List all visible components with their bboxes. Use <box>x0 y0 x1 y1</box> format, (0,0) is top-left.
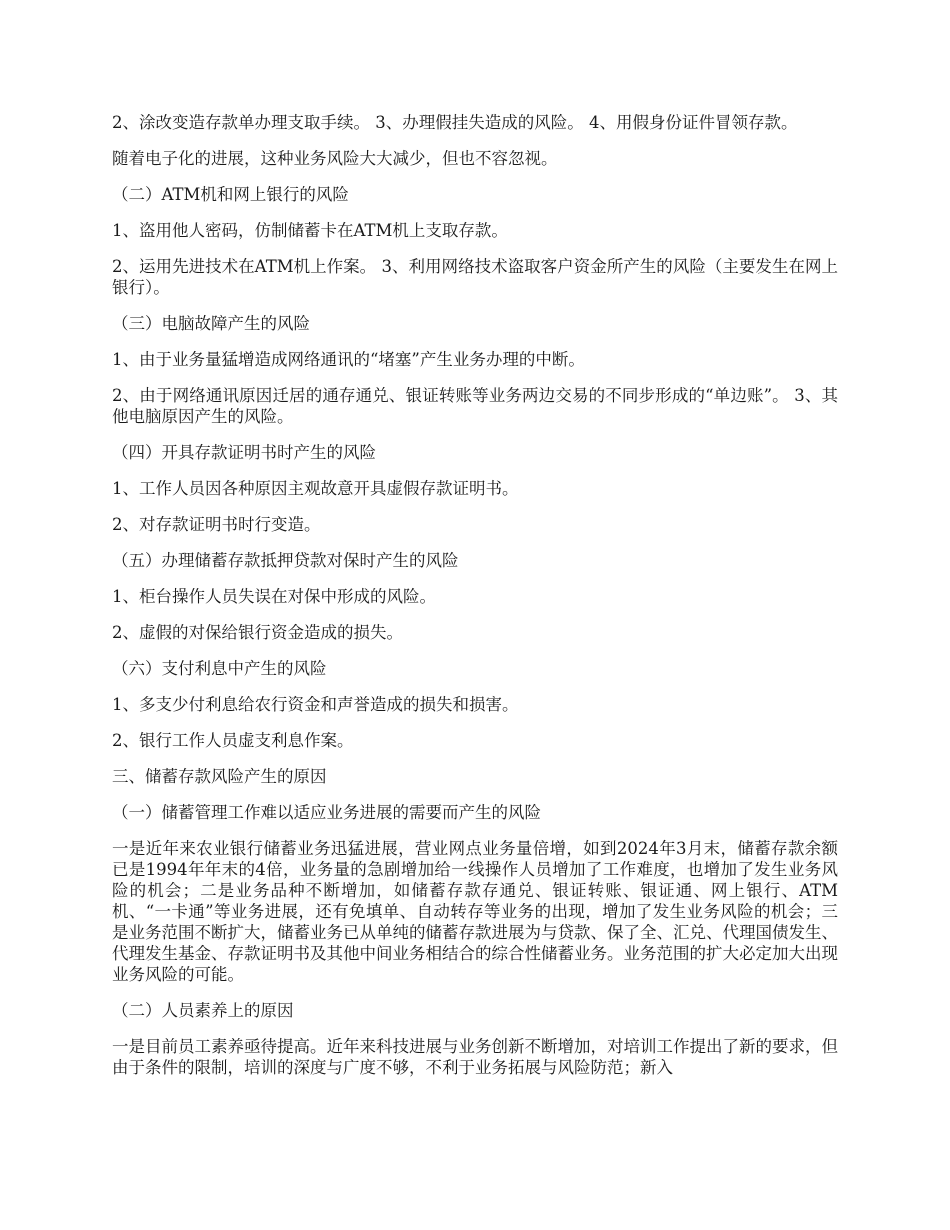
body-paragraph: 1、多支少付利息给农行资金和声誉造成的损失和损害。 <box>112 695 519 714</box>
body-paragraph: 2、涂改变造存款单办理支取手续。 3、办理假挂失造成的风险。 4、用假身份证件冒领存款。 <box>112 113 798 132</box>
body-paragraph: 2、虚假的对保给银行资金造成的损失。 <box>112 623 403 642</box>
body-paragraph: 2、对存款证明书时行变造。 <box>112 515 321 534</box>
body-paragraph: 随着电子化的进展，这种业务风险大大减少，但也不容忽视。 <box>112 149 558 168</box>
section-heading: （一）储蓄管理工作难以适应业务进展的需要而产生的风险 <box>112 803 541 822</box>
body-paragraph: 一是近年来农业银行储蓄业务迅猛进展，营业网点业务量倍增，如到2024年3月末，储蓄存款余额已是1994年年末的4倍，业务量的急剧增加给一线操作人员增加了工作难度，也增加了发生业务风险的机会；二是业务品种不断增加，如储蓄存款存通兑、银证转账、银证通、网上银行、ATM机、“一卡通”等业务进展，还有免填单、自动转存等业务的出现，增加了发生业务风险的机会；三是业务范围不断扩大，储蓄业务已从单纯的储蓄存款进展为与贷款、保了全、汇兑、代理国债发生、代理发生基金、存款证明书及其他中间业务相结合的综合性储蓄业务。业务范围的扩大必定加大出现业务风险的可能。 <box>112 839 838 984</box>
section-heading: （三）电脑故障产生的风险 <box>112 314 310 333</box>
body-paragraph: 1、工作人员因各种原因主观故意开具虚假存款证明书。 <box>112 479 519 498</box>
body-paragraph: 1、由于业务量猛增造成网络通讯的“堵塞”产生业务办理的中断。 <box>112 350 585 369</box>
body-paragraph: 1、盗用他人密码，仿制储蓄卡在ATM机上支取存款。 <box>112 221 508 240</box>
section-heading: 三、储蓄存款风险产生的原因 <box>112 767 327 786</box>
section-heading: （五）办理储蓄存款抵押贷款对保时产生的风险 <box>112 551 459 570</box>
section-heading: （二）ATM机和网上银行的风险 <box>112 185 349 204</box>
body-paragraph: 2、银行工作人员虚支利息作案。 <box>112 731 354 750</box>
body-paragraph: 1、柜台操作人员失误在对保中形成的风险。 <box>112 587 436 606</box>
section-heading: （六）支付利息中产生的风险 <box>112 659 327 678</box>
body-paragraph: 2、由于网络通讯原因迁居的通存通兑、银证转账等业务两边交易的不同步形成的“单边账”。 3、其他电脑原因产生的风险。 <box>112 386 838 426</box>
body-paragraph: 一是目前员工素养亟待提高。近年来科技进展与业务创新不断增加，对培训工作提出了新的要求，但由于条件的限制，培训的深度与广度不够，不利于业务拓展与风险防范；新入 <box>112 1037 838 1077</box>
body-paragraph: 2、运用先进技术在ATM机上作案。 3、利用网络技术盗取客户资金所产生的风险（主要发生在网上银行）。 <box>112 257 838 297</box>
section-heading: （四）开具存款证明书时产生的风险 <box>112 443 376 462</box>
document-body <box>112 112 838 1078</box>
section-heading: （二）人员素养上的原因 <box>112 1001 294 1020</box>
